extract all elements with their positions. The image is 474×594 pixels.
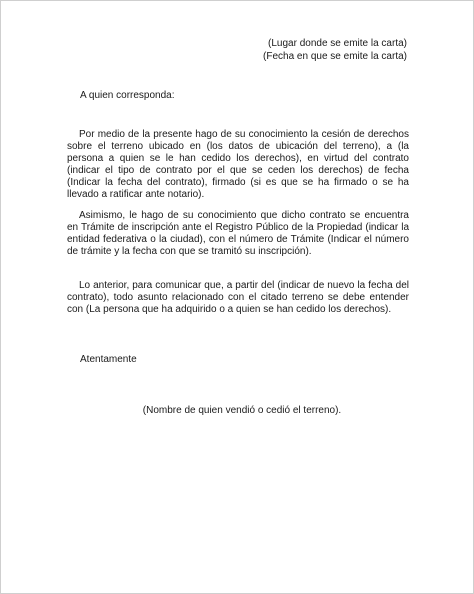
closing: Atentamente (80, 354, 137, 365)
paragraph-cession: Por medio de la presente hago de su conocimiento la cesión de derechos sobre el terreno ubicado en (los datos de ubicación del terreno), a (la persona a quien se le han cedido los derechos), en virtud del contrato (indicar el tipo de contrato por el que se ceden los derechos) de fecha (Indicar la fecha del contrato), firmado (si es que se ha firmado o se ha llevado a ratificar ante notario). (67, 129, 409, 200)
date-line: (Fecha en que se emite la carta) (263, 51, 407, 62)
signature-line: (Nombre de quien vendió o cedió el terreno). (142, 405, 342, 416)
greeting: A quien corresponda: (80, 90, 175, 101)
paragraph-registration: Asimismo, le hago de su conocimiento que dicho contrato se encuentra en Trámite de inscripción ante el Registro Público de la Propiedad (indicar la entidad federativa o la ciudad), con el número de Trámite (Indicar el número de trámite y la fecha con que se tramitó su inscripción). (67, 210, 409, 257)
place-line: (Lugar donde se emite la carta) (268, 38, 407, 49)
paragraph-notice: Lo anterior, para comunicar que, a partir del (indicar de nuevo la fecha del contrato), todo asunto relacionado con el citado terreno se debe entender con (La persona que ha adquirido o a quien se han cedido los derechos). (67, 280, 409, 315)
